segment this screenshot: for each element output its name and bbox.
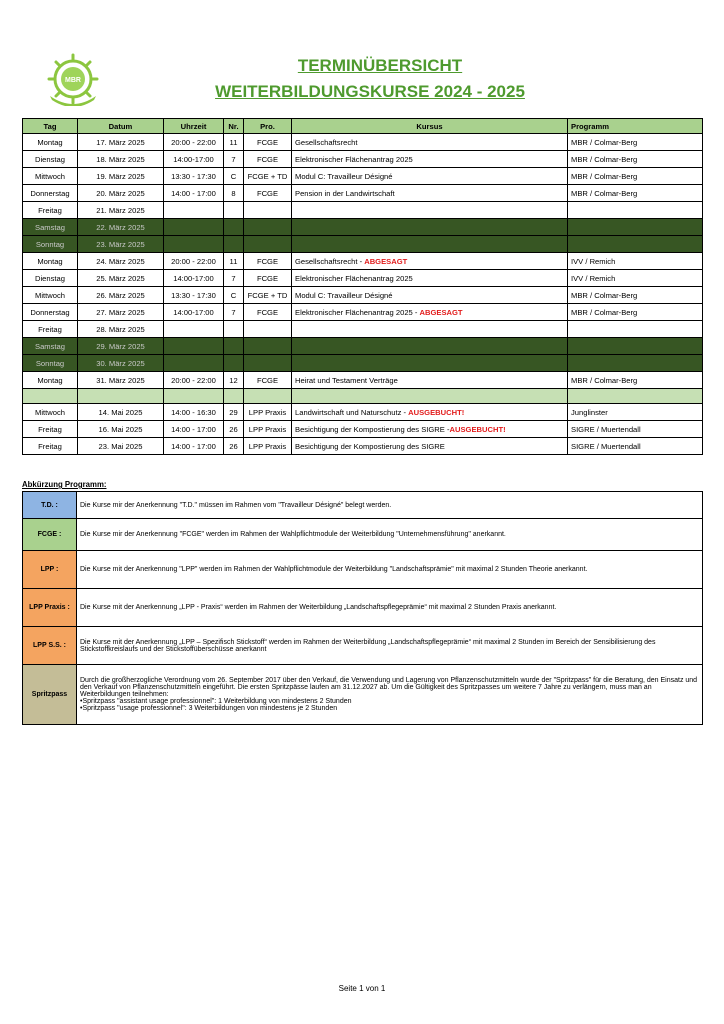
- cell-number: [224, 321, 244, 338]
- cell-time-text: 14:00 - 16:30: [171, 407, 216, 417]
- cell-date: [78, 421, 164, 438]
- cell-day-text: Samstag: [35, 222, 65, 232]
- cell-course: [292, 151, 568, 168]
- cell-time: [164, 202, 224, 219]
- cell-time: [164, 338, 224, 355]
- cell-location: [568, 438, 703, 455]
- cell-date-text: 18. März 2025: [96, 154, 145, 164]
- cell-course-text: Elektronischer Flächenantrag 2025: [295, 154, 413, 164]
- cell-course-text: Gesellschaftsrecht: [295, 137, 358, 147]
- legend-row: [23, 627, 703, 665]
- cell-location: [568, 338, 703, 355]
- cell-program-code: [244, 287, 292, 304]
- page-title: TERMINÜBERSICHT: [297, 56, 463, 75]
- cell-date: [78, 236, 164, 253]
- cell-number: [224, 270, 244, 287]
- cell-course: [292, 404, 568, 421]
- separator-cell: [78, 389, 164, 404]
- legend-text: Die Kurse mit der Anerkennung „LPP – Spezifisch Stickstoff“ werden im Rahmen der Weiterbildung „Landschaftspflegeprämie“ mit maximal 2 Stunden im Bereich der Sensibilisierung des Stickstoffkreislaufs und der Stickstoffüberschüsse anerkannt: [80, 638, 656, 653]
- legend-key: LPP S.S. :: [23, 627, 77, 665]
- legend-row: [23, 519, 703, 551]
- cell-program-code-text: FCGE + TD: [247, 290, 288, 300]
- cell-date: [78, 151, 164, 168]
- legend-row: [23, 665, 703, 725]
- cell-course-text: Modul C: Travailleur Désigné: [295, 290, 393, 300]
- separator-cell: [292, 389, 568, 404]
- legend-row: [23, 492, 703, 519]
- cell-date: [78, 253, 164, 270]
- cell-date: [78, 404, 164, 421]
- cell-day-text: Dienstag: [35, 273, 65, 283]
- cell-time-text: 20:00 - 22:00: [171, 375, 216, 385]
- cell-course: [292, 134, 568, 151]
- legend-text: Die Kurse mir der Anerkennung "FCGE" werden im Rahmen der Wahlpflichtmodule der Weiterbildung "Unternehmensführung" anerkannt.: [80, 531, 506, 538]
- legend-description: [77, 492, 703, 519]
- cell-date-text: 29. März 2025: [96, 341, 145, 351]
- cell-number: [224, 338, 244, 355]
- legend-key: LPP Praxis :: [23, 589, 77, 627]
- cell-date-text: 28. März 2025: [96, 324, 145, 334]
- cell-program-code: [244, 202, 292, 219]
- cell-program-code: [244, 270, 292, 287]
- cell-day: [23, 372, 78, 389]
- cell-location: [568, 355, 703, 372]
- cell-date: [78, 338, 164, 355]
- cell-date-text: 19. März 2025: [96, 171, 145, 181]
- column-header: Tag: [23, 119, 78, 134]
- cell-number-text: 11: [229, 137, 238, 147]
- table-row: [23, 202, 703, 219]
- cell-program-code: [244, 321, 292, 338]
- cell-date-text: 24. März 2025: [96, 256, 145, 266]
- cell-date: [78, 321, 164, 338]
- cell-day: [23, 219, 78, 236]
- cell-program-code-text: LPP Praxis: [248, 407, 287, 417]
- cell-time: [164, 270, 224, 287]
- cell-location-text: MBR / Colmar-Berg: [571, 307, 638, 317]
- cell-program-code-text: LPP Praxis: [248, 441, 287, 451]
- cell-program-code: [244, 168, 292, 185]
- cell-date-text: 21. März 2025: [96, 205, 145, 215]
- column-header: Uhrzeit: [164, 119, 224, 134]
- cell-date: [78, 185, 164, 202]
- cell-location: [568, 202, 703, 219]
- cell-program-code: [244, 421, 292, 438]
- legend-key: T.D. :: [23, 492, 77, 519]
- table-row: [23, 270, 703, 287]
- cell-time: [164, 168, 224, 185]
- cell-time-text: 20:00 - 22:00: [171, 256, 216, 266]
- table-row: [23, 236, 703, 253]
- legend-bullet: •Spritzpass "usage professionnel": 3 Weiterbildungen von mindestens je 2 Stunden: [80, 705, 338, 712]
- logo-text: MBR: [65, 77, 81, 84]
- status-note: ABGESAGT: [419, 307, 463, 317]
- cell-date-text: 23. Mai 2025: [98, 441, 143, 451]
- cell-day: [23, 438, 78, 455]
- cell-date: [78, 304, 164, 321]
- cell-course-text: Pension in der Landwirtschaft: [295, 188, 395, 198]
- table-row: [23, 219, 703, 236]
- cell-number: [224, 355, 244, 372]
- cell-course: [292, 236, 568, 253]
- legend-text: Durch die großherzogliche Verordnung vom 26. September 2017 über den Verkauf, die Verwendung und Lagerung von Pflanzenschutzmitteln wurde der "Spritzpass" für die Beratung, den Einsatz und den Verkauf von Pflanzenschutzmitteln eingeführt. Die ersten Spritzpässe laufen am 31.12.2027 ab. Um die Gültigkeit des Spritzpasses um weitere 7 Jahre zu verlängern, muss man an Weiterbildungen teilnehmen:: [80, 677, 698, 698]
- cell-course: [292, 270, 568, 287]
- cell-day: [23, 236, 78, 253]
- cell-program-code-text: FCGE: [256, 137, 279, 147]
- cell-course-text: Gesellschaftsrecht -: [295, 256, 365, 266]
- cell-location-text: SIGRE / Muertendall: [571, 441, 641, 451]
- cell-day: [23, 355, 78, 372]
- table-row: [23, 321, 703, 338]
- cell-location: [568, 168, 703, 185]
- cell-course: [292, 202, 568, 219]
- cell-number-text: 8: [231, 188, 236, 198]
- cell-number: [224, 202, 244, 219]
- cell-location: [568, 270, 703, 287]
- cell-date-text: 20. März 2025: [96, 188, 145, 198]
- legend-text: Die Kurse mit der Anerkennung "LPP" werden im Rahmen der Wahlpflichtmodule der Weiterbildung "Landschaftsprämie" mit maximal 2 Stunden Theorie anerkannt.: [80, 566, 588, 573]
- column-header: Nr.: [224, 119, 244, 134]
- cell-time: [164, 219, 224, 236]
- separator-cell: [224, 389, 244, 404]
- cell-location-text: MBR / Colmar-Berg: [571, 171, 638, 181]
- cell-program-code-text: FCGE: [256, 256, 279, 266]
- cell-number-text: 11: [229, 256, 238, 266]
- column-header: Kursus: [292, 119, 568, 134]
- page-subtitle: WEITERBILDUNGSKURSE 2024 - 2025: [215, 82, 525, 101]
- cell-program-code: [244, 134, 292, 151]
- cell-time-text: 13:30 - 17:30: [171, 171, 216, 181]
- cell-location: [568, 404, 703, 421]
- cell-time: [164, 185, 224, 202]
- cell-date: [78, 202, 164, 219]
- cell-location: [568, 134, 703, 151]
- cell-day-text: Freitag: [38, 441, 62, 451]
- cell-time-text: 14:00 - 17:00: [171, 188, 216, 198]
- table-row: [23, 355, 703, 372]
- cell-day-text: Freitag: [38, 324, 62, 334]
- table-row: [23, 304, 703, 321]
- cell-number-text: 7: [231, 273, 236, 283]
- cell-program-code: [244, 404, 292, 421]
- cell-day: [23, 304, 78, 321]
- cell-number-text: C: [230, 290, 237, 300]
- cell-time: [164, 236, 224, 253]
- cell-course-text: Besichtigung der Kompostierung des SIGRE: [295, 441, 445, 451]
- column-header: Pro.: [244, 119, 292, 134]
- cell-date: [78, 438, 164, 455]
- table-row: [23, 421, 703, 438]
- cell-location-text: MBR / Colmar-Berg: [571, 154, 638, 164]
- cell-date: [78, 270, 164, 287]
- cell-location: [568, 421, 703, 438]
- table-row: [23, 253, 703, 270]
- cell-date: [78, 134, 164, 151]
- cell-program-code-text: FCGE: [256, 307, 279, 317]
- separator-cell: [164, 389, 224, 404]
- cell-number-text: 12: [229, 375, 238, 385]
- cell-course: [292, 185, 568, 202]
- cell-location: [568, 151, 703, 168]
- cell-day-text: Sonntag: [35, 358, 65, 368]
- table-row: [23, 168, 703, 185]
- cell-program-code: [244, 219, 292, 236]
- cell-number-text: 26: [229, 424, 238, 434]
- cell-location-text: MBR / Colmar-Berg: [571, 137, 638, 147]
- cell-number: [224, 287, 244, 304]
- cell-location: [568, 372, 703, 389]
- cell-day: [23, 270, 78, 287]
- cell-location: [568, 287, 703, 304]
- cell-program-code: [244, 151, 292, 168]
- cell-location-text: IVV / Remich: [571, 273, 616, 283]
- cell-day-text: Freitag: [38, 205, 62, 215]
- separator-cell: [244, 389, 292, 404]
- cell-time: [164, 421, 224, 438]
- cell-time-text: 14:00-17:00: [173, 154, 214, 164]
- cell-course-text: Besichtigung der Kompostierung des SIGRE -: [295, 424, 450, 434]
- cell-day: [23, 287, 78, 304]
- cell-course-text: Landwirtschaft und Naturschutz -: [295, 407, 409, 417]
- legend-row: [23, 551, 703, 589]
- cell-course: [292, 253, 568, 270]
- cell-course-text: Modul C: Travailleur Désigné: [295, 171, 393, 181]
- cell-date-text: 30. März 2025: [96, 358, 145, 368]
- cell-program-code-text: FCGE + TD: [247, 171, 288, 181]
- legend-bullet: •Spritzpass "assistant usage professionnel": 1 Weiterbildung von mindestens 2 Stunden: [80, 698, 352, 705]
- cell-time-text: 14:00-17:00: [173, 273, 214, 283]
- cell-number: [224, 185, 244, 202]
- cell-course: [292, 355, 568, 372]
- legend-text: Die Kurse mir der Anerkennung "T.D." müssen im Rahmen vom "Travailleur Désigné" belegt werden.: [80, 501, 392, 509]
- table-row: [23, 438, 703, 455]
- cell-number: [224, 372, 244, 389]
- cell-location: [568, 219, 703, 236]
- cell-time: [164, 321, 224, 338]
- legend-title: Abkürzung Programm:: [22, 480, 107, 489]
- legend-description: [77, 551, 703, 589]
- cell-location: [568, 304, 703, 321]
- cell-location-text: IVV / Remich: [571, 256, 616, 266]
- legend-description: [77, 665, 703, 725]
- cell-day: [23, 253, 78, 270]
- cell-number: [224, 421, 244, 438]
- cell-number: [224, 438, 244, 455]
- cell-day: [23, 185, 78, 202]
- cell-date-text: 16. Mai 2025: [98, 424, 143, 434]
- cell-number: [224, 134, 244, 151]
- cell-number: [224, 236, 244, 253]
- cell-course: [292, 421, 568, 438]
- cell-day: [23, 421, 78, 438]
- cell-date-text: 26. März 2025: [96, 290, 145, 300]
- cell-program-code: [244, 355, 292, 372]
- cell-date-text: 27. März 2025: [96, 307, 145, 317]
- legend-key: FCGE :: [23, 519, 77, 551]
- legend-description: [77, 589, 703, 627]
- cell-day: [23, 202, 78, 219]
- cell-course: [292, 438, 568, 455]
- status-note: ABGESAGT: [364, 256, 408, 266]
- cell-day-text: Donnerstag: [30, 188, 70, 198]
- cell-location: [568, 185, 703, 202]
- cell-program-code: [244, 304, 292, 321]
- cell-program-code: [244, 236, 292, 253]
- cell-number-text: 26: [229, 441, 238, 451]
- cell-time-text: 14:00-17:00: [173, 307, 214, 317]
- cell-day-text: Mittwoch: [35, 407, 65, 417]
- column-header: Datum: [78, 119, 164, 134]
- cell-program-code: [244, 372, 292, 389]
- cell-location-text: Junglinster: [571, 407, 608, 417]
- cell-location: [568, 253, 703, 270]
- cell-day-text: Montag: [37, 375, 63, 385]
- legend-table: [22, 491, 703, 725]
- cell-location-text: MBR / Colmar-Berg: [571, 375, 638, 385]
- legend-key: Spritzpass: [23, 665, 77, 725]
- cell-date-text: 22. März 2025: [96, 222, 145, 232]
- separator-row: [23, 389, 703, 404]
- cell-day-text: Donnerstag: [30, 307, 70, 317]
- column-header: Programm: [568, 119, 703, 134]
- legend-row: [23, 589, 703, 627]
- cell-course: [292, 219, 568, 236]
- cell-course-text: Heirat und Testament Verträge: [295, 375, 398, 385]
- cell-course: [292, 304, 568, 321]
- cell-day: [23, 134, 78, 151]
- cell-day-text: Dienstag: [35, 154, 65, 164]
- cell-course-text: Elektronischer Flächenantrag 2025 -: [295, 307, 420, 317]
- cell-date: [78, 168, 164, 185]
- cell-program-code: [244, 438, 292, 455]
- cell-course: [292, 287, 568, 304]
- cell-number-text: 29: [229, 407, 238, 417]
- cell-date: [78, 355, 164, 372]
- cell-program-code-text: FCGE: [256, 273, 279, 283]
- cell-day: [23, 151, 78, 168]
- cell-time: [164, 304, 224, 321]
- cell-time-text: 14:00 - 17:00: [171, 441, 216, 451]
- legend-key: LPP :: [23, 551, 77, 589]
- cell-location-text: SIGRE / Muertendall: [571, 424, 641, 434]
- cell-day-text: Montag: [37, 256, 63, 266]
- status-note: AUSGEBUCHT!: [449, 424, 506, 434]
- cell-day-text: Mittwoch: [35, 290, 65, 300]
- cell-time-text: 20:00 - 22:00: [171, 137, 216, 147]
- cell-time: [164, 151, 224, 168]
- cell-location-text: MBR / Colmar-Berg: [571, 188, 638, 198]
- cell-program-code-text: FCGE: [256, 188, 279, 198]
- page-footer: Seite 1 von 1: [338, 984, 386, 993]
- mbr-logo: [44, 52, 102, 106]
- cell-location: [568, 321, 703, 338]
- table-header-row: [23, 119, 703, 134]
- cell-date: [78, 372, 164, 389]
- cell-date: [78, 287, 164, 304]
- cell-number: [224, 168, 244, 185]
- table-row: [23, 151, 703, 168]
- cell-day: [23, 321, 78, 338]
- cell-number-text: C: [230, 171, 237, 181]
- table-row: [23, 134, 703, 151]
- table-row: [23, 372, 703, 389]
- cell-day-text: Mittwoch: [35, 171, 65, 181]
- cell-time: [164, 438, 224, 455]
- table-row: [23, 404, 703, 421]
- cell-location-text: MBR / Colmar-Berg: [571, 290, 638, 300]
- cell-course: [292, 372, 568, 389]
- cell-day-text: Montag: [37, 137, 63, 147]
- cell-day-text: Sonntag: [35, 239, 65, 249]
- schedule-table: [22, 118, 703, 455]
- cell-course: [292, 321, 568, 338]
- cell-program-code: [244, 253, 292, 270]
- cell-number: [224, 404, 244, 421]
- cell-number-text: 7: [231, 154, 236, 164]
- cell-course: [292, 168, 568, 185]
- cell-date: [78, 219, 164, 236]
- cell-day: [23, 404, 78, 421]
- separator-cell: [568, 389, 703, 404]
- cell-program-code-text: FCGE: [256, 375, 279, 385]
- cell-day: [23, 338, 78, 355]
- cell-date-text: 25. März 2025: [96, 273, 145, 283]
- legend-description: [77, 519, 703, 551]
- cell-time: [164, 253, 224, 270]
- legend-description: [77, 627, 703, 665]
- cell-time: [164, 134, 224, 151]
- cell-day: [23, 168, 78, 185]
- cell-number-text: 7: [231, 307, 236, 317]
- cell-date-text: 31. März 2025: [96, 375, 145, 385]
- cell-program-code-text: LPP Praxis: [248, 424, 287, 434]
- cell-location: [568, 236, 703, 253]
- cell-time: [164, 287, 224, 304]
- cell-program-code-text: FCGE: [256, 154, 279, 164]
- cell-time: [164, 372, 224, 389]
- table-row: [23, 338, 703, 355]
- cell-course-text: Elektronischer Flächenantrag 2025: [295, 273, 413, 283]
- cell-day-text: Freitag: [38, 424, 62, 434]
- cell-number: [224, 219, 244, 236]
- separator-cell: [23, 389, 78, 404]
- cell-date-text: 17. März 2025: [96, 137, 145, 147]
- cell-time-text: 14:00 - 17:00: [171, 424, 216, 434]
- cell-day-text: Samstag: [35, 341, 65, 351]
- cell-number: [224, 304, 244, 321]
- cell-time: [164, 355, 224, 372]
- table-row: [23, 185, 703, 202]
- legend-text: Die Kurse mit der Anerkennung „LPP - Praxis“ werden im Rahmen der Weiterbildung „Landschaftspflegeprämie“ mit maximal 2 Stunden Praxis anerkannt.: [80, 604, 557, 611]
- status-note: AUSGEBUCHT!: [408, 407, 465, 417]
- cell-course: [292, 338, 568, 355]
- table-row: [23, 287, 703, 304]
- cell-number: [224, 253, 244, 270]
- cell-date-text: 14. Mai 2025: [98, 407, 143, 417]
- cell-program-code: [244, 338, 292, 355]
- cell-time-text: 13:30 - 17:30: [171, 290, 216, 300]
- cell-program-code: [244, 185, 292, 202]
- cell-time: [164, 404, 224, 421]
- cell-number: [224, 151, 244, 168]
- cell-date-text: 23. März 2025: [96, 239, 145, 249]
